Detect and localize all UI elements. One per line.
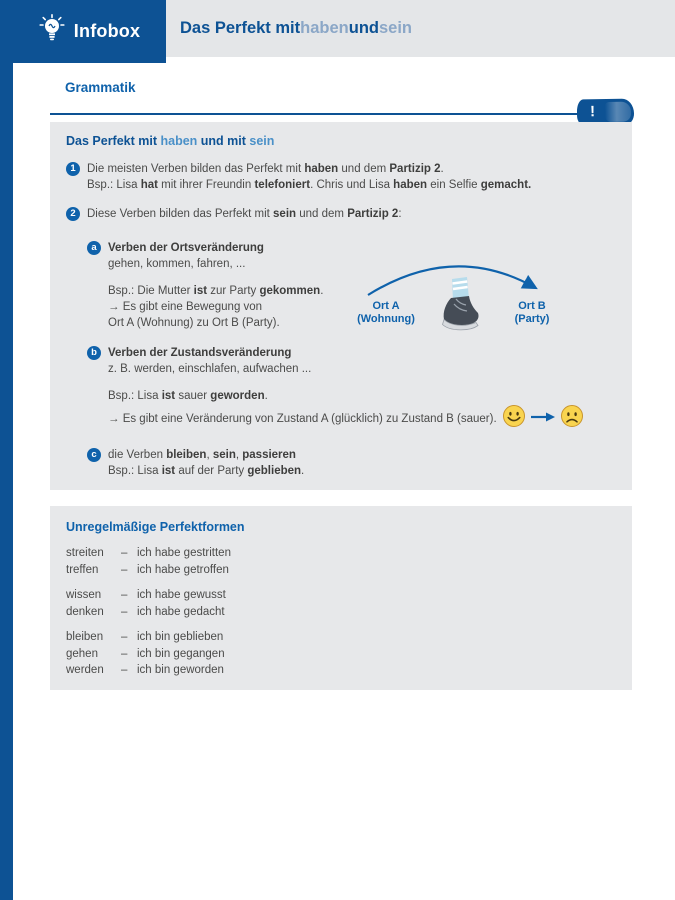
sub-c-example: Bsp.: Lisa ist auf der Party geblieben.: [108, 465, 305, 477]
sub-b-examples: z. B. werden, einschlafen, aufwachen ...: [108, 363, 312, 375]
sub-a-title: Verben der Ortsveränderung: [108, 242, 264, 254]
infobox-label: Infobox: [73, 21, 141, 41]
verb-row: treffen – ich habe getroffen: [66, 563, 229, 576]
location-b-label: Ort B (Party): [514, 300, 550, 325]
sub-b-title: Verben der Zustandsveränderung: [108, 347, 292, 359]
sub-a-examples: gehen, kommen, fahren, ...: [108, 258, 246, 270]
rule-1-example: Bsp.: Lisa hat mit ihrer Freundin telefoniert. Chris und Lisa haben ein Selfie gemacht.: [87, 179, 532, 191]
box-title: Das Perfekt mit haben und mit sein: [66, 134, 275, 148]
sneaker-icon: [436, 276, 482, 337]
lightbulb-icon: [39, 14, 65, 49]
sub-b-bsp-2: [108, 404, 584, 433]
page-title: Das Perfekt mit haben und sein: [180, 19, 413, 37]
irregular-forms-title: Unregelmäßige Perfektformen: [66, 520, 245, 534]
verb-row: wissen – ich habe gewusst: [66, 589, 226, 601]
verb-row: bleiben – ich bin geblieben: [66, 631, 224, 643]
rule-2-text: Diese Verben bilden das Perfekt mit sein und dem Partizip 2:: [87, 208, 402, 220]
infobox-badge: [13, 0, 166, 63]
sub-point-c: [87, 447, 616, 479]
verb-row: werden – ich bin geworden: [66, 664, 224, 676]
arrow-right-icon: [531, 411, 555, 427]
section-heading: Grammatik: [65, 80, 136, 95]
letter-b-marker: b: [87, 346, 101, 360]
sad-face-icon: [560, 404, 584, 433]
verb-list: [66, 545, 616, 679]
grammar-box: [50, 122, 632, 490]
verb-row: gehen – ich bin gegangen: [66, 647, 225, 660]
letter-a-marker: a: [87, 241, 101, 255]
sub-a-bsp-3: Ort A (Wohnung) zu Ort B (Party).: [108, 317, 280, 329]
exclamation-mark: !: [589, 103, 596, 121]
sub-point-b: [87, 345, 616, 433]
divider-line: [50, 113, 612, 115]
verb-row: streiten – ich habe gestritten: [66, 547, 231, 559]
verb-group: [66, 545, 616, 578]
left-accent-strip: [0, 0, 13, 900]
number-2-marker: 2: [66, 207, 80, 221]
rule-1-text: Die meisten Verben bilden das Perfekt mit haben und dem Partizip 2.: [87, 163, 444, 175]
sub-c-text: die Verben bleiben, sein, passieren: [108, 449, 296, 461]
rule-point-2: [66, 206, 616, 479]
verb-row: denken – ich habe gedacht: [66, 605, 225, 618]
sub-b-bsp-1: Bsp.: Lisa ist sauer geworden.: [108, 390, 268, 402]
number-1-marker: 1: [66, 162, 80, 176]
verb-group: [66, 587, 616, 620]
movement-diagram: [340, 250, 575, 338]
verb-group: [66, 629, 616, 679]
sub-a-bsp-1: Bsp.: Die Mutter ist zur Party gekommen.: [108, 285, 324, 297]
rule-point-1: [66, 161, 616, 193]
irregular-forms-box: [50, 506, 632, 690]
sub-a-bsp-2: → Es gibt eine Bewegung von: [108, 301, 263, 313]
letter-c-marker: c: [87, 448, 101, 462]
sub-b-bsp-2-text: → Es gibt eine Veränderung von Zustand A (glücklich) zu Zustand B (sauer).: [108, 412, 497, 425]
location-a-label: Ort A (Wohnung): [357, 300, 415, 325]
happy-face-icon: [502, 404, 526, 433]
